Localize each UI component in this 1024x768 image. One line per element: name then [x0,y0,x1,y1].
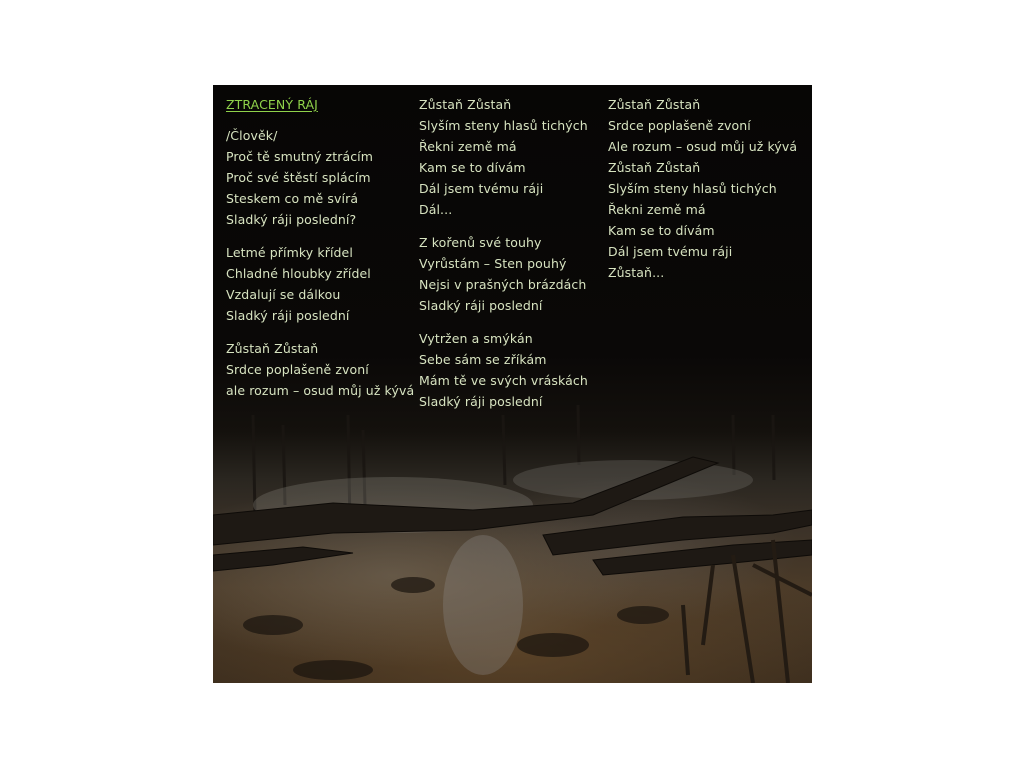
lyric-line: Chladné hloubky zřídel [226,266,371,281]
lyrics-column-1 [226,94,414,413]
stanza [419,328,588,412]
lyric-line: Slyším steny hlasů tichých [608,181,777,196]
lyric-line: Z kořenů své touhy [419,235,542,250]
lyric-line: Vytržen a smýkán [419,331,533,346]
stanza [608,94,797,283]
lyric-line: /Člověk/ [226,128,278,143]
lyric-line: Řekni země má [608,202,706,217]
lyric-line: Steskem co mě svírá [226,191,359,206]
lyric-line: Kam se to dívám [608,223,715,238]
lyric-line: Dál jsem tvému ráji [608,244,733,259]
lyric-line: Dál jsem tvému ráji [419,181,544,196]
lyric-line: Nejsi v prašných brázdách [419,277,587,292]
lyric-line: Dál... [419,202,453,217]
lyric-line: Letmé přímky křídel [226,245,353,260]
lyric-line: Zůstaň Zůstaň [608,160,701,175]
stanza [419,94,588,220]
stanza [226,338,414,401]
lyrics-booklet-page [213,85,812,683]
lyric-line: Zůstaň Zůstaň [226,341,319,356]
lyric-line: Sebe sám se zříkám [419,352,547,367]
lyric-line: Řekni země má [419,139,517,154]
lyric-line: Vyrůstám – Sten pouhý [419,256,567,271]
song-title: ZTRACENÝ RÁJ [226,97,318,112]
lyric-line: Zůstaň... [608,265,665,280]
lyric-line: Sladký ráji poslední [419,298,543,313]
lyric-line: Srdce poplašeně zvoní [226,362,369,377]
lyric-line: ale rozum – osud můj už kývá [226,383,415,398]
lyric-line: Sladký ráji poslední [419,394,543,409]
lyric-line: Srdce poplašeně zvoní [608,118,751,133]
lyric-line: Sladký ráji poslední? [226,212,357,227]
lyric-line: Sladký ráji poslední [226,308,350,323]
lyric-line: Ale rozum – osud můj už kývá [608,139,798,154]
stanza [226,125,414,230]
lyric-line: Proč své štěstí splácím [226,170,371,185]
lyric-line: Zůstaň Zůstaň [608,97,701,112]
lyric-line: Slyším steny hlasů tichých [419,118,588,133]
stanza [419,232,588,316]
lyric-line: Zůstaň Zůstaň [419,97,512,112]
lyric-line: Mám tě ve svých vráskách [419,373,588,388]
lyrics-column-3 [608,94,797,295]
lyrics-column-2 [419,94,588,424]
stanza [226,242,414,326]
lyric-line: Vzdalují se dálkou [226,287,341,302]
lyric-line: Proč tě smutný ztrácím [226,149,374,164]
lyric-line: Kam se to dívám [419,160,526,175]
